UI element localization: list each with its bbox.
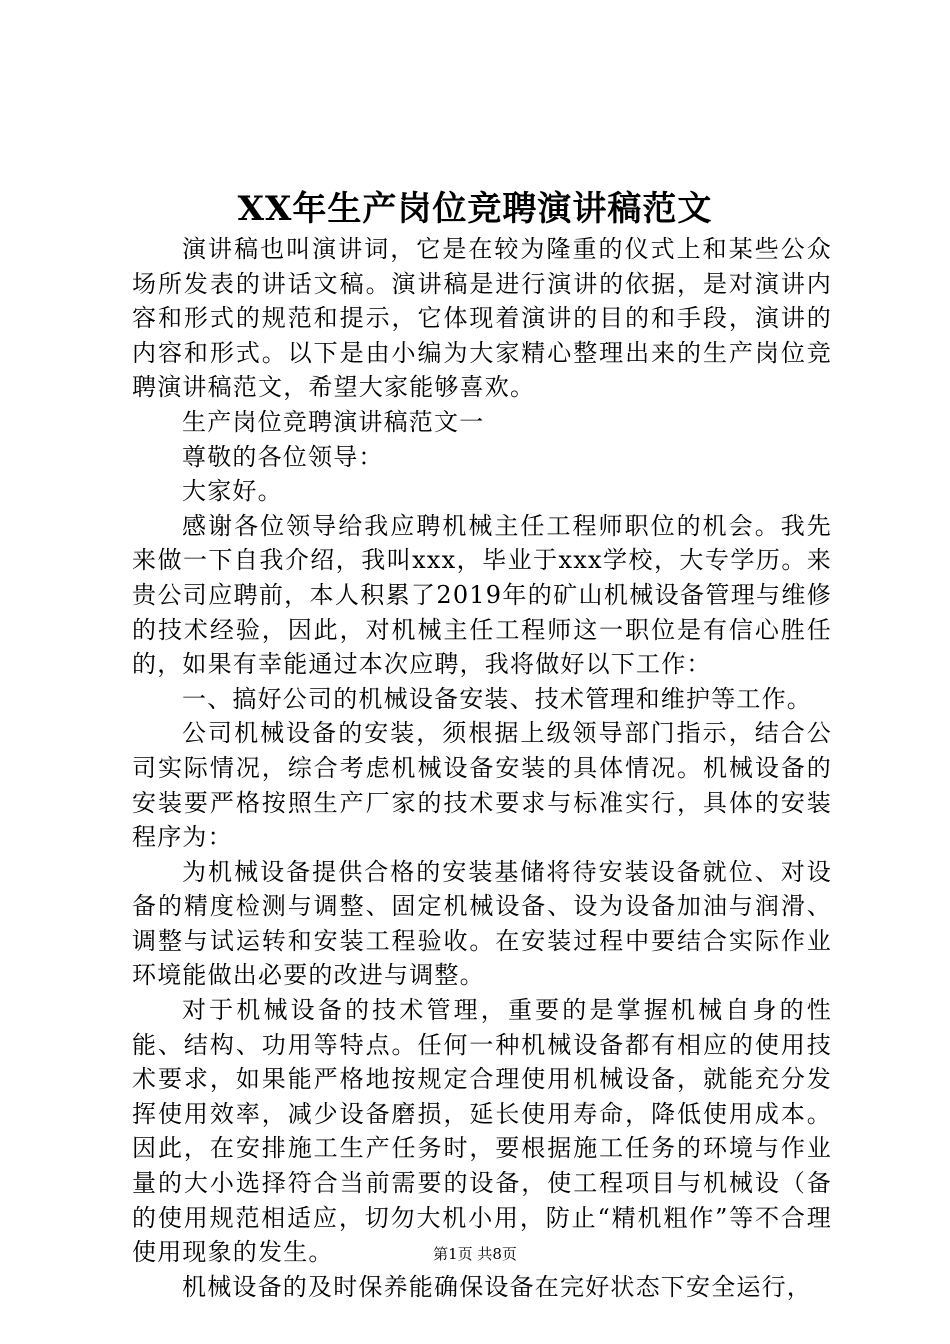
paragraph-greeting: 大家好。 [182,477,283,506]
paragraph-intro: 演讲稿也叫演讲词，它是在较为隆重的仪式上和某些公众场所发表的讲话文稿。演讲稿是进行演讲的依据，是对演讲内容和形式的规范和提示，它体现着演讲的目的和手段，演讲的内容和形式。以下是由小编为大家精心整理出来的生产岗位竞聘演讲稿范文，希望大家能够喜欢。 [132,235,832,402]
paragraph-maintenance: 机械设备的及时保养能确保设备在完好状态下安全运行， [182,1272,812,1301]
paragraph-section-heading: 生产岗位竞聘演讲稿范文一 [182,407,485,436]
paragraph-point-one: 一、搞好公司的机械设备安装、技术管理和维护等工作。 [182,684,812,713]
paragraph-installation: 公司机械设备的安装，须根据上级领导部门指示，结合公司实际情况，综合考虑机械设备安装的具体情况。机械设备的安装要严格按照生产厂家的技术要求与标准实行，具体的安装程序为： [132,719,832,852]
document-body [132,232,832,1304]
paragraph-salutation: 尊敬的各位领导： [182,442,384,471]
paragraph-technical-management: 对于机械设备的技术管理，重要的是掌握机械自身的性能、结构、功用等特点。任何一种机械设备都有相应的使用技术要求，如果能严格地按规定合理使用机械设备，就能充分发挥使用效率，减少设备磨损，延长使用寿命，降低使用成本。因此，在安排施工生产任务时，要根据施工任务的环境与作业量的大小选择符合当前需要的设备，使工程项目与机械设（备的使用规范相适应，切勿大机小用，防止“精机粗作”等不合理使用现象的发生。 [132,996,832,1267]
page-title: XX年生产岗位竞聘演讲稿范文 [237,189,713,229]
page-number-footer: 第1页 共8页 [433,1245,517,1263]
paragraph-installation-steps: 为机械设备提供合格的安装基储将待安装设备就位、对设备的精度检测与调整、固定机械设备、设为设备加油与润滑、调整与试运转和安装工程验收。在安装过程中要结合实际作业环境能做出必要的改进与调整。 [132,857,832,990]
paragraph-self-introduction: 感谢各位领导给我应聘机械主任工程师职位的机会。我先来做一下自我介绍，我叫xxx，毕业于xxx学校，大专学历。来贵公司应聘前，本人积累了2019年的矿山机械设备管理与维修的技术经验，因此，对机械主任工程师这一职位是有信心胜任的，如果有幸能通过本次应聘，我将做好以下工作： [132,511,832,679]
